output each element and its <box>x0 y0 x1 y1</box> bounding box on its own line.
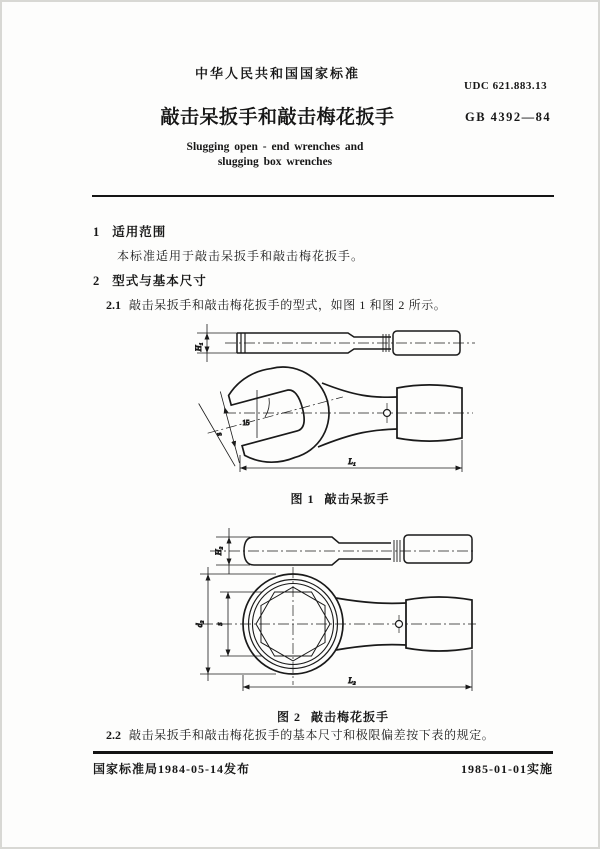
dim-label-s1: s <box>214 431 224 438</box>
figure-2-number: 图 2 <box>276 710 301 724</box>
header-org-label: 中华人民共和国国家标准 <box>194 66 360 81</box>
document-title-cn: 敲击呆扳手和敲击梅花扳手 <box>160 107 395 128</box>
dim-label-d2: d₂ <box>195 620 204 628</box>
clause-2-1-text: 敲击呆扳手和敲击梅花扳手的型式，如图 1 和图 2 所示。 <box>129 298 447 312</box>
clause-2-2-number: 2.2 <box>106 728 121 742</box>
clause-2-2-text: 敲击呆扳手和敲击梅花扳手的基本尺寸和极限偏差按下表的规定。 <box>129 728 495 742</box>
figure-2-drawing <box>150 523 480 699</box>
fig2-hole <box>396 615 403 633</box>
section-2-number: 2 <box>93 274 100 288</box>
fig1-handle-bottom-edge <box>318 429 397 447</box>
fig2-main-view <box>195 567 476 691</box>
footer-implementation-date: 1985-01-01实施 <box>461 762 553 776</box>
header-divider <box>92 195 554 197</box>
fig2-handle-bottom-edge <box>336 645 406 650</box>
section-1-paragraph: 本标准适用于敲击呆扳手和敲击梅花扳手。 <box>117 249 365 263</box>
section-1-title: 适用范围 <box>112 225 167 239</box>
fig1-dim-s <box>197 391 240 471</box>
section-2-title: 型式与基本尺寸 <box>112 274 207 288</box>
clause-2-2 <box>106 726 494 743</box>
fig1-main-view <box>195 352 473 478</box>
figure-2-caption <box>173 708 493 725</box>
dim-label-h2: H₂ <box>214 546 223 556</box>
dim-label-angle: 15 <box>242 419 250 427</box>
fig1-angle-15 <box>243 390 270 438</box>
fig1-hole <box>384 403 391 423</box>
dim-label-h1: H₁ <box>194 342 203 352</box>
section-2-heading <box>93 271 207 289</box>
section-1-heading <box>93 222 166 240</box>
standard-number: GB 4392—84 <box>465 110 552 124</box>
fig1-side-view <box>197 324 475 362</box>
udc-number: UDC 621.883.13 <box>464 80 548 92</box>
figure-2-name: 敲击梅花扳手 <box>311 710 390 724</box>
document-title-en-line1: Slugging open - end wrenches and <box>186 141 364 153</box>
fig1-handle-top-edge <box>322 383 397 397</box>
figure-1-number: 图 1 <box>290 492 315 506</box>
clause-2-1 <box>106 296 446 313</box>
dim-label-s2: s <box>215 622 224 626</box>
footer-issue-date: 国家标准局1984-05-14发布 <box>93 762 250 776</box>
fig1-dim-l1 <box>240 440 462 472</box>
figure-1-caption <box>180 490 500 507</box>
clause-2-1-number: 2.1 <box>106 298 121 312</box>
dim-label-l2: L₂ <box>348 676 356 685</box>
fig2-side-view <box>210 528 476 574</box>
figure-1-name: 敲击呆扳手 <box>324 492 390 506</box>
fig2-handle-top-edge <box>336 598 406 603</box>
section-1-number: 1 <box>93 225 100 239</box>
footer-divider <box>93 751 553 754</box>
figure-1-drawing <box>150 318 480 490</box>
dim-label-l1: L₁ <box>348 457 356 466</box>
document-title-en-line2: slugging box wrenches <box>217 156 333 168</box>
